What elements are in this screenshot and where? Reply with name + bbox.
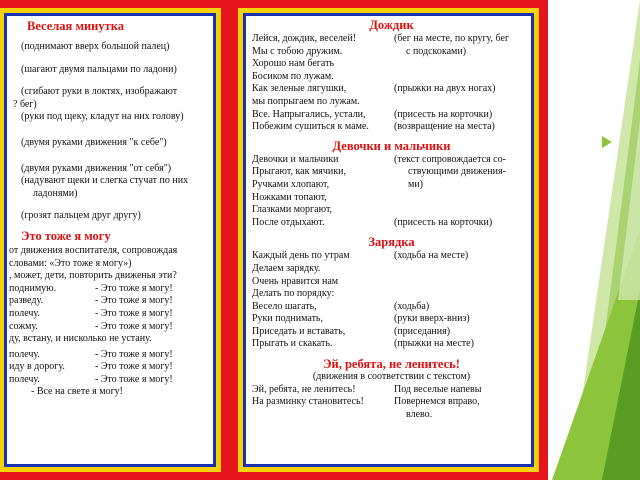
left-text: поднимую.	[9, 282, 57, 294]
list-item	[9, 361, 213, 374]
verse-row	[252, 288, 531, 301]
movement-note: (ходьба на месте)	[394, 250, 469, 262]
movement-note: (бег на месте, по кругу, бег	[394, 33, 510, 44]
verse-text: Мы с тобою дружим.	[252, 45, 343, 57]
verse-row	[252, 154, 531, 167]
movement-note: (присесть на корточки)	[394, 108, 493, 120]
section-title-eto-tozhe-ya-mogu: Это тоже я могу	[21, 228, 111, 243]
verse-row	[252, 83, 531, 96]
verse-row	[252, 166, 531, 179]
section-subtitle: (движения в соответствии с текстом)	[312, 371, 471, 383]
right-text: - Это тоже я могу!	[95, 307, 173, 319]
text-line: (двумя руками движения "к себе")	[21, 136, 167, 148]
text-line: (поднимают вверх большой палец)	[21, 41, 170, 52]
text-line: (грозят пальцем друг другу)	[21, 210, 141, 222]
list-item	[9, 283, 213, 296]
verse-row	[252, 250, 531, 263]
left-panel-content	[7, 16, 213, 464]
list-item	[9, 295, 213, 308]
verse-text: Делаем зарядку.	[252, 262, 321, 274]
verse-text: Руки поднимать,	[252, 313, 323, 325]
movement-note: (ходьба)	[394, 300, 430, 312]
movement-note: (прыжки на двух ногах)	[394, 83, 496, 95]
text-line: (руки под щеку, кладут на них голову)	[21, 111, 184, 123]
verse-row	[252, 409, 531, 422]
text-line: (сгибают руки в локтях, изображают	[21, 86, 178, 98]
list-item	[9, 321, 213, 334]
section-title-devochki-i-malchiki: Девочки и мальчики	[332, 138, 451, 153]
movement-note: Под веселые напевы	[394, 383, 482, 395]
left-text: полечу.	[9, 348, 40, 360]
left-text: сожму.	[9, 320, 38, 332]
text-line: от движения воспитателя, сопровождая	[9, 244, 178, 256]
right-panel-content	[246, 16, 531, 464]
movement-note: (возвращение на места)	[394, 121, 495, 133]
verse-text: На разминку становитесь!	[252, 396, 364, 408]
verse-row	[252, 204, 531, 217]
left-text: полечу.	[9, 373, 40, 385]
movement-note: ми)	[408, 178, 424, 190]
text-line: словами: «Это тоже я могу»)	[9, 257, 132, 269]
verse-text: Девочки и мальчики	[252, 153, 339, 165]
movement-note: (приседания)	[394, 325, 451, 337]
text-line: (шагают двумя пальцами по ладони)	[21, 63, 177, 75]
verse-text: Все. Напрыгались, устали,	[252, 108, 366, 120]
section-title-ei-rebyata: Эй, ребята, не ленитесь!	[323, 357, 460, 372]
verse-row	[252, 326, 531, 339]
verse-text: Как зеленые лягушки,	[252, 83, 347, 95]
text-line: ладонями)	[33, 187, 78, 199]
verse-text: После отдыхают.	[252, 216, 325, 228]
movement-note: с подскоками)	[406, 45, 467, 57]
list-item	[9, 308, 213, 321]
text-line: - Все на свете я могу!	[31, 386, 123, 398]
verse-text: Глазками моргают,	[252, 204, 333, 216]
right-text: - Это тоже я могу!	[95, 348, 173, 360]
verse-text: Босиком по лужам.	[252, 70, 334, 82]
verse-text: Приседать и вставать,	[252, 325, 346, 337]
verse-row	[252, 313, 531, 326]
right-text: - Это тоже я могу!	[95, 320, 173, 332]
right-pamphlet-panel	[229, 0, 548, 480]
left-pamphlet-panel	[0, 0, 230, 480]
verse-text: Делать по порядку:	[252, 288, 335, 300]
verse-text: Эй, ребята, не ленитесь!	[252, 383, 356, 395]
verse-text: Хорошо нам бегать	[252, 58, 335, 70]
verse-row	[252, 396, 531, 409]
verse-row	[252, 96, 531, 109]
right-text: - Это тоже я могу!	[95, 295, 173, 307]
right-text: - Это тоже я могу!	[95, 282, 173, 294]
verse-text: Прыгать и скакать.	[252, 338, 333, 350]
verse-row	[252, 301, 531, 314]
text-line: (надувают щеки и слегка стучат по них	[21, 175, 189, 187]
verse-text: мы попрыгаем по лужам.	[252, 95, 360, 107]
verse-row	[252, 71, 531, 84]
left-text: иду в дорогу.	[9, 361, 65, 373]
verse-row	[252, 384, 531, 397]
movement-note: влево.	[406, 408, 433, 420]
text-line: , может, дети, повторить движенья эти?	[9, 270, 177, 282]
text-line: ? бег)	[13, 98, 37, 110]
verse-text: Лейся, дождик, веселей!	[252, 33, 357, 44]
verse-text: Ножками топают,	[252, 191, 327, 203]
verse-row	[252, 276, 531, 289]
verse-text: Каждый день по утрам	[252, 250, 350, 262]
verse-row	[252, 121, 531, 134]
left-text: разведу.	[9, 295, 43, 307]
section-title-veselaya-minutka: Веселая минутка	[27, 19, 125, 33]
movement-note: (руки вверх-вниз)	[394, 313, 470, 325]
movement-note: (присесть на корточки)	[394, 216, 493, 228]
right-text: - Это тоже я могу!	[95, 361, 173, 373]
movement-note: ствующими движения-	[408, 166, 506, 178]
text-line: ду, встану, и нисколько не устану.	[9, 333, 152, 345]
section-title-zaryadka: Зарядка	[368, 235, 415, 250]
verse-text: Прыгают, как мячики,	[252, 166, 346, 178]
verse-row	[252, 217, 531, 230]
movement-note: Повернемся вправо,	[394, 396, 480, 408]
arrow-icon	[600, 135, 614, 149]
verse-text: Ручками хлопают,	[252, 178, 330, 190]
list-item	[9, 374, 213, 387]
section-title-dozhdik: Дождик	[369, 18, 414, 32]
verse-row	[252, 263, 531, 276]
verse-row	[252, 46, 531, 59]
verse-row	[252, 33, 531, 46]
verse-row	[252, 192, 531, 205]
verse-row	[252, 58, 531, 71]
verse-text: Весело шагать,	[252, 300, 317, 312]
verse-row	[252, 179, 531, 192]
text-line: (двумя руками движения "от себя")	[21, 162, 172, 174]
verse-row	[252, 338, 531, 351]
left-text: полечу.	[9, 307, 40, 319]
verse-row	[252, 109, 531, 122]
verse-text: Очень нравится нам	[252, 275, 339, 287]
right-text: - Это тоже я могу!	[95, 373, 173, 385]
movement-note: (текст сопровождается со-	[394, 153, 506, 165]
list-item	[9, 349, 213, 362]
green-triangle-decoration	[548, 0, 640, 480]
movement-note: (прыжки на месте)	[394, 338, 474, 350]
verse-text: Побежим сушиться к маме.	[252, 121, 369, 133]
